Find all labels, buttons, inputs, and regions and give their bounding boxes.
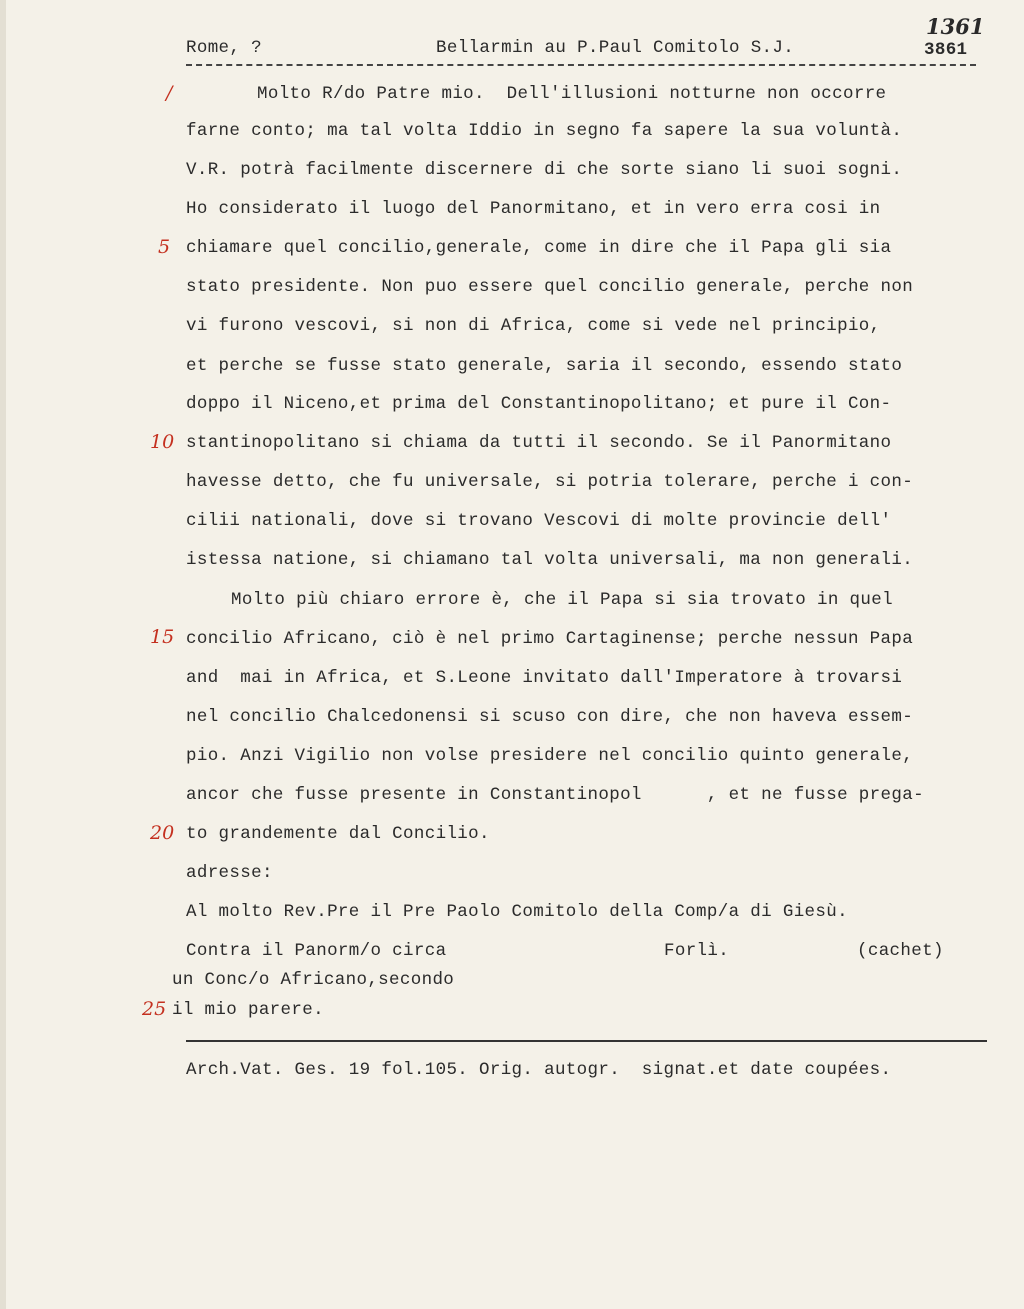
address-line: Al molto Rev.Pre il Pre Paolo Comitolo della Comp/a di Giesù. [186, 902, 848, 922]
letter-line: nel concilio Chalcedonensi si scuso con dire, che non haveva essem- [186, 707, 914, 727]
letter-line: Molto R/do Patre mio. Dell'illusioni notturne non occorre [257, 84, 887, 104]
address-place: Forlì. [664, 941, 730, 961]
header-title: Bellarmin au P.Paul Comitolo S.J. [436, 38, 795, 58]
footer-divider [186, 1040, 987, 1042]
letter-line: Ho considerato il luogo del Panormitano, et in vero erra cosi in [186, 199, 881, 219]
page-number-handwritten: 1361 [926, 14, 985, 39]
address-note-1: Contra il Panorm/o circa [186, 941, 447, 961]
letter-line: Molto più chiaro errore è, che il Papa si sia trovato in quel [231, 590, 893, 610]
letter-line: stato presidente. Non puo essere quel concilio generale, perche non [186, 277, 914, 297]
letter-line: istessa natione, si chiamano tal volta universali, ma non generali. [186, 550, 914, 570]
page-number-stamped: 3861 [924, 40, 968, 60]
letter-line: stantinopolitano si chiama da tutti il secondo. Se il Panormitano [186, 433, 892, 453]
letter-line: to grandemente dal Concilio. [186, 824, 490, 844]
letter-line: vi furono vescovi, si non di Africa, come si vede nel principio, [186, 316, 881, 336]
letter-line: doppo il Niceno,et prima del Constantinopolitano; et pure il Con- [186, 394, 892, 414]
address-label: adresse: [186, 863, 273, 883]
archive-reference: Arch.Vat. Ges. 19 fol.105. Orig. autogr. signat.et date coupées. [186, 1060, 892, 1080]
margin-number-5: 5 [158, 236, 171, 258]
header-place-date: Rome, ? [186, 38, 262, 58]
seal-note: (cachet) [857, 941, 944, 961]
address-note-3: il mio parere. [172, 1000, 324, 1020]
header-divider [186, 64, 976, 66]
letter-line: concilio Africano, ciò è nel primo Cartaginense; perche nessun Papa [186, 629, 914, 649]
address-note-2: un Conc/o Africano,secondo [172, 970, 455, 990]
letter-line: ancor che fusse presente in Constantinopol , et ne fusse prega- [186, 785, 924, 805]
letter-line: V.R. potrà facilmente discernere di che sorte siano li suoi sogni. [186, 160, 903, 180]
letter-line: farne conto; ma tal volta Iddio in segno fa sapere la sua voluntà. [186, 121, 903, 141]
letter-line: cilii nationali, dove si trovano Vescovi di molte provincie dell' [186, 511, 892, 531]
margin-number-1: / [166, 82, 173, 104]
letter-line: havesse detto, che fu universale, si potria tolerare, perche i con- [186, 472, 914, 492]
margin-number-10: 10 [150, 431, 175, 453]
scan-edge [0, 0, 6, 1309]
letter-line: and mai in Africa, et S.Leone invitato dall'Imperatore à trovarsi [186, 668, 903, 688]
letter-line: et perche se fusse stato generale, saria il secondo, essendo stato [186, 356, 903, 376]
margin-number-25: 25 [142, 998, 167, 1020]
margin-number-15: 15 [150, 626, 175, 648]
margin-number-20: 20 [150, 822, 175, 844]
letter-line: chiamare quel concilio,generale, come in dire che il Papa gli sia [186, 238, 892, 258]
letter-line: pio. Anzi Vigilio non volse presidere nel concilio quinto generale, [186, 746, 914, 766]
